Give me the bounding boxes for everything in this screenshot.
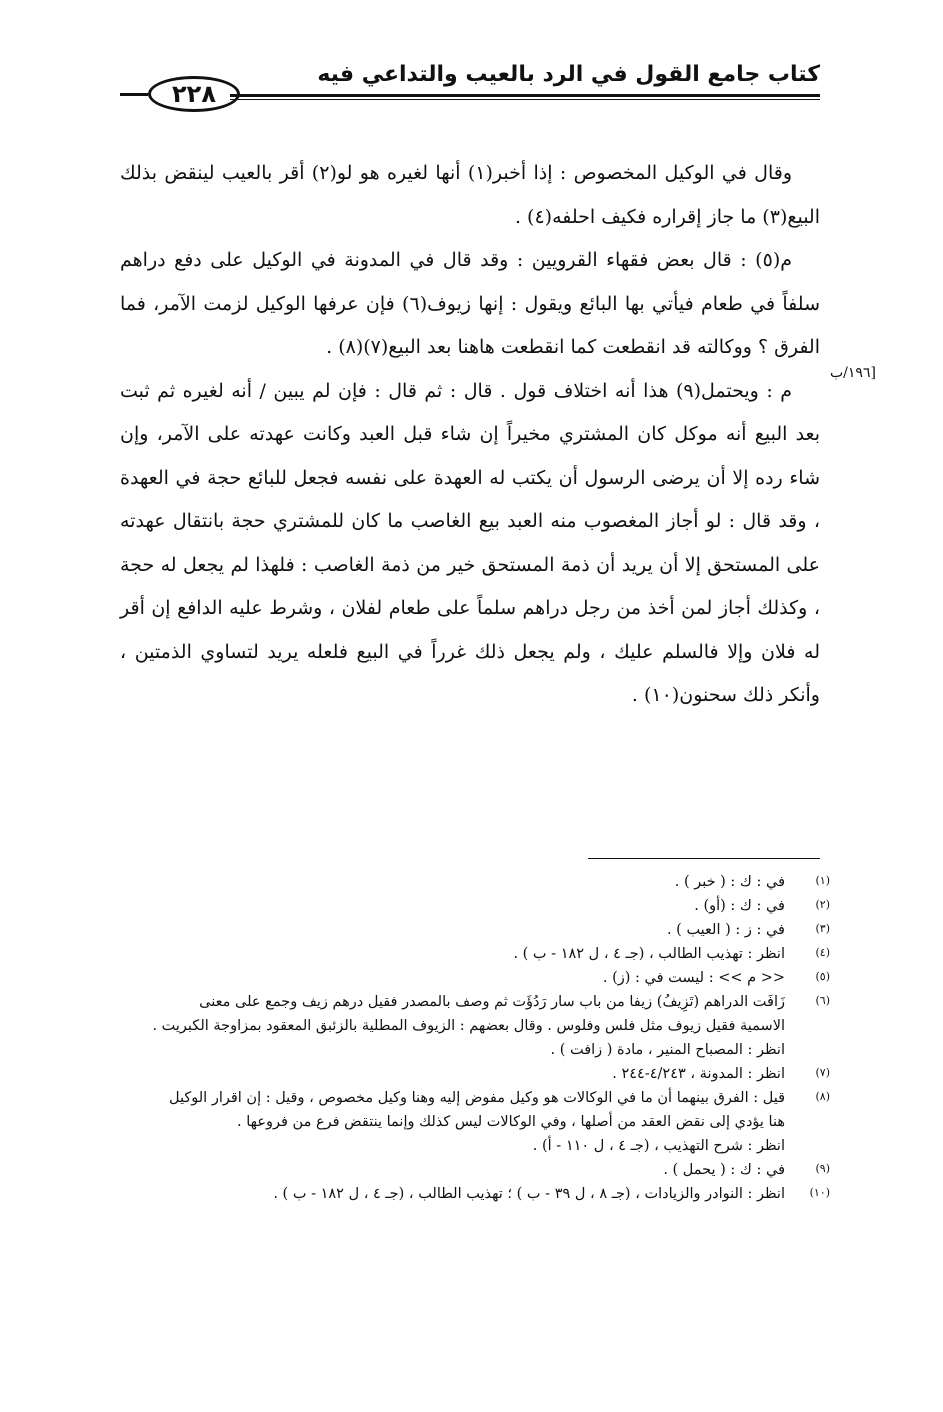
- footnote-number: (١): [815, 874, 830, 887]
- footnote: [110, 942, 830, 966]
- footnote: [110, 966, 830, 990]
- folio-margin-note: [١٩٦/ب: [830, 365, 876, 381]
- book-title: كتاب جامع القول في الرد بالعيب والتداعي فيه: [317, 62, 820, 87]
- header-rule: [230, 94, 820, 100]
- footnote-text: قيل : الفرق بينهما أن ما في الوكالات هو وكيل مفوض إليه وهنا وكيل مخصوص ، وقيل : إن اقرار الوكيل: [169, 1090, 785, 1106]
- footnote: [110, 1182, 830, 1206]
- footnote-number: (٦): [815, 994, 830, 1007]
- page-number-tail: [120, 93, 148, 96]
- footnote-number: (٥): [815, 970, 830, 983]
- footnote-text: انظر : المصباح المنير ، مادة ( زافت ) .: [550, 1042, 785, 1058]
- footnote-separator: [588, 858, 820, 859]
- footnote-number: (٣): [815, 922, 830, 935]
- footnote: [110, 1158, 830, 1182]
- footnote-text: في : ز : ( العيب ) .: [666, 922, 785, 938]
- footnote-text: انظر : تهذيب الطالب ، (جـ ٤ ، ل ١٨٢ - ب ) .: [513, 946, 785, 962]
- paragraph: م : ويحتمل(٩) هذا أنه اختلاف قول . قال : ثم قال : فإن لم يبين / أنه لغيره ثم ثبت بعد البيع أنه موكل كان المشتري مخيراً إن شاء قبل العبد وكانت عهدته على الآمر، وإن شاء رده إلا أن يرضى الرسول أن يكتب له العهدة على نفسه فجعل للبائع حجة في العهدة ، وقد قال : لو أجاز المغصوب منه العبد بيع الغاصب ما كان للمشتري حجة بانتقال عهدته على المستحق إلا أن يريد أن ذمة المستحق خير من ذمة الغاصب : فلهذا لم يجعل له حجة ، وكذلك أجاز لمن أخذ من رجل دراهم سلماً على طعام لفلان ، وشرط عليه الدافع إن أقر له فلان وإلا فالسلم عليك ، ولم يجعل ذلك غرراً في البيع فلعله يريد لتساوي الذمتين ، وأنكر ذلك سحنون(١٠) .: [120, 379, 820, 706]
- footnote-number: (٨): [815, 1090, 830, 1103]
- footnote-number: (١٠): [809, 1186, 830, 1199]
- footnote: [110, 990, 830, 1062]
- footnote: [110, 1086, 830, 1158]
- footnote-text: انظر : شرح التهذيب ، (جـ ٤ ، ل ١١٠ - أ) .: [532, 1138, 785, 1154]
- footnote-text: الاسمية فقيل زيوف مثل فلس وفلوس . وقال بعضهم : الزيوف المطلية بالزئبق المعقود بمزاوجة الكبريت .: [152, 1018, 785, 1034]
- footnote-text: انظر : المدونة ، ٤/٢٤٣-٢٤٤ .: [612, 1066, 785, 1082]
- footnote-text: انظر : النوادر والزيادات ، (جـ ٨ ، ل ٣٩ - ب ) ؛ تهذيب الطالب ، (جـ ٤ ، ل ١٨٢ - ب ) .: [273, 1186, 785, 1202]
- footnotes: [110, 870, 830, 1206]
- page-number-badge: [120, 74, 250, 118]
- footnote: [110, 870, 830, 894]
- footnote-number: (٤): [815, 946, 830, 959]
- page-header: [120, 56, 820, 116]
- footnote: [110, 918, 830, 942]
- paragraph: م(٥) : قال بعض فقهاء القرويين : وقد قال في المدونة في الوكيل على دفع دراهم سلفاً في طعام فيأتي بها البائع ويقول : إنها زيوف(٦) فإن عرفها الوكيل لزمت الآمر، فما الفرق ؟ ووكالته قد انقطعت كما انقطعت هاهنا بعد البيع(٧)(٨) .: [120, 249, 820, 358]
- footnote-text: << م >> : ليست في : (ز) .: [602, 970, 785, 986]
- footnote-number: (٧): [815, 1066, 830, 1079]
- footnote-text: في : ك : ( خبر ) .: [674, 874, 785, 890]
- footnote-text: زَافَت الدراهم (تَزِيفُ) زيفا من باب سار رَدُؤَت ثم وصف بالمصدر فقيل درهم زيف وجمع على معنى: [199, 994, 785, 1010]
- paragraph: وقال في الوكيل المخصوص : إذا أخبر(١) أنها لغيره هو لو(٢) أقر بالعيب لينقض بذلك البيع(٣) ما جاز إقراره فكيف احلفه(٤) .: [120, 162, 820, 228]
- footnote-number: (٩): [815, 1162, 830, 1175]
- footnote: [110, 1062, 830, 1086]
- page-number: ٢٢٨: [148, 76, 240, 112]
- footnote-number: (٢): [815, 898, 830, 911]
- footnote-text: في : ك : (أو) .: [694, 898, 785, 914]
- footnote: [110, 894, 830, 918]
- main-text: [120, 152, 820, 718]
- footnote-text: في : ك : ( يحمل ) .: [663, 1162, 785, 1178]
- footnote-text: هنا يؤدي إلى نقض العقد من أصلها ، وفي الوكالات ليس كذلك وإنما ينتقض فرع من فروعها .: [237, 1114, 785, 1130]
